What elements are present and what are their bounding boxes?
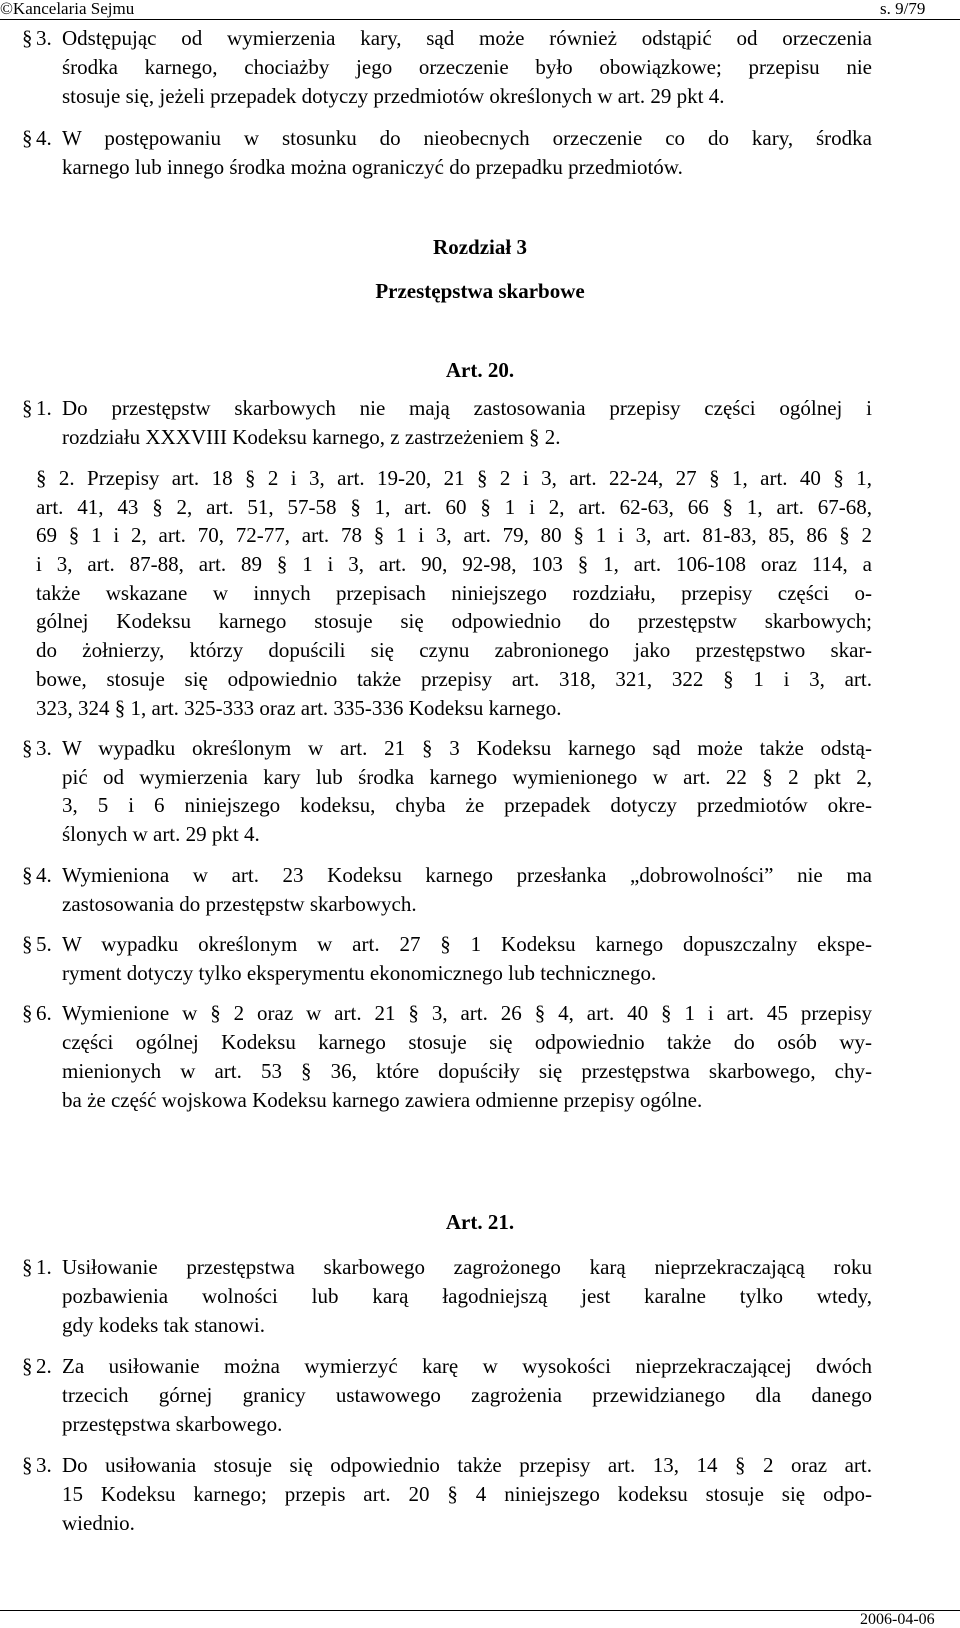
- text-line: § 2. Przepisy art. 18 § 2 i 3, art. 19-20, 21 § 2 i 3, art. 22-24, 27 § 1, art. 40 § 1,: [36, 466, 872, 490]
- text-line: Do usiłowania stosuje się odpowiednio także przepisy art. 13, 14 § 2 oraz art.: [62, 1453, 872, 1477]
- section-symbol: §: [22, 126, 33, 150]
- paragraph-number: 3.: [36, 736, 52, 760]
- paragraph-number: 6.: [36, 1001, 52, 1025]
- text-line: art. 41, 43 § 2, art. 51, 57-58 § 1, art. 60 § 1 i 2, art. 62-63, 66 § 1, art. 67-68,: [36, 495, 872, 519]
- text-line: W postępowaniu w stosunku do nieobecnych orzeczenie co do kary, środka: [62, 126, 872, 150]
- text-line: W wypadku określonym w art. 21 § 3 Kodeksu karnego sąd może także odstą-: [62, 736, 872, 760]
- text-line: i 3, art. 87-88, art. 89 § 1 i 3, art. 90, 92-98, 103 § 1, art. 106-108 oraz 114, a: [36, 552, 872, 576]
- article-21-heading: Art. 21.: [445, 1210, 515, 1234]
- section-symbol: §: [22, 932, 33, 956]
- text-line: Za usiłowanie można wymierzyć karę w wysokości nieprzekraczającej dwóch: [62, 1354, 872, 1378]
- chapter-title: Przestępstwa skarbowe: [375, 279, 585, 303]
- header-page-number: s. 9/79: [880, 0, 926, 18]
- text-line: pić od wymierzenia kary lub środka karnego wymienionego w art. 22 § 2 pkt 2,: [62, 765, 872, 789]
- text-line: gdy kodeks tak stanowi.: [62, 1313, 265, 1337]
- article-20-heading: Art. 20.: [445, 358, 515, 382]
- text-line: środka karnego, chociażby jego orzeczenie było obowiązkowe; przepisu nie: [62, 55, 872, 79]
- text-line: Odstępując od wymierzenia kary, sąd może również odstąpić od orzeczenia: [62, 26, 872, 50]
- section-symbol: §: [22, 396, 33, 420]
- section-symbol: §: [22, 736, 33, 760]
- text-line: 323, 324 § 1, art. 325-333 oraz art. 335-336 Kodeksu karnego.: [36, 696, 562, 720]
- text-line: bowe, stosuje się odpowiednio także przepisy art. 318, 321, 322 § 1 i 3, art.: [36, 667, 872, 691]
- section-symbol: §: [22, 26, 33, 50]
- section-symbol: §: [22, 1255, 33, 1279]
- text-line: gólnej Kodeksu karnego stosuje się odpowiednio do przestępstw skarbowych;: [36, 609, 872, 633]
- footer-date: 2006-04-06: [860, 1611, 935, 1628]
- text-line: do żołnierzy, którzy dopuścili się czynu zabronionego jako przestępstwo skar-: [36, 638, 872, 662]
- text-line: pozbawienia wolności lub karą łagodniejszą jest karalne tylko wtedy,: [62, 1284, 872, 1308]
- text-line: mienionych w art. 53 § 36, które dopuściły się przestępstwa skarbowego, chy-: [62, 1059, 872, 1083]
- text-line: ryment dotyczy tylko eksperymentu ekonomicznego lub technicznego.: [62, 961, 657, 985]
- text-line: karnego lub innego środka można ograniczyć do przepadku przedmiotów.: [62, 155, 683, 179]
- paragraph-number: 2.: [36, 1354, 52, 1378]
- text-line: Wymieniona w art. 23 Kodeksu karnego przesłanka „dobrowolności” nie ma: [62, 863, 872, 887]
- section-symbol: §: [22, 1354, 33, 1378]
- section-symbol: §: [22, 863, 33, 887]
- header-rule: [0, 19, 960, 20]
- footer-rule: [0, 1610, 960, 1611]
- text-line: wiednio.: [62, 1511, 135, 1535]
- text-line: części ogólnej Kodeksu karnego stosuje się odpowiednio także do osób wy-: [62, 1030, 872, 1054]
- paragraph-number: 4.: [36, 863, 52, 887]
- text-line: przestępstwa skarbowego.: [62, 1412, 283, 1436]
- text-line: 69 § 1 i 2, art. 70, 72-77, art. 78 § 1 i 3, art. 79, 80 § 1 i 3, art. 81-83, 85, 86 § 2: [36, 523, 872, 547]
- text-line: także wskazane w innych przepisach niniejszego rozdziału, przepisy części o-: [36, 581, 872, 605]
- text-line: 3, 5 i 6 niniejszego kodeksu, chyba że przepadek dotyczy przedmiotów okre-: [62, 793, 872, 817]
- section-symbol: §: [22, 1453, 33, 1477]
- header-source: ©Kancelaria Sejmu: [0, 0, 135, 18]
- paragraph-number: 3.: [36, 1453, 52, 1477]
- paragraph-number: 3.: [36, 26, 52, 50]
- paragraph-number: 4.: [36, 126, 52, 150]
- paragraph-number: 1.: [36, 396, 52, 420]
- text-line: ślonych w art. 29 pkt 4.: [62, 822, 260, 846]
- text-line: Wymienione w § 2 oraz w art. 21 § 3, art. 26 § 4, art. 40 § 1 i art. 45 przepisy: [62, 1001, 872, 1025]
- chapter-number: Rozdział 3: [433, 235, 527, 259]
- text-line: rozdziału XXXVIII Kodeksu karnego, z zastrzeżeniem § 2.: [62, 425, 561, 449]
- section-symbol: §: [22, 1001, 33, 1025]
- text-line: Do przestępstw skarbowych nie mają zastosowania przepisy części ogólnej i: [62, 396, 872, 420]
- text-line: stosuje się, jeżeli przepadek dotyczy przedmiotów określonych w art. 29 pkt 4.: [62, 84, 725, 108]
- text-line: Usiłowanie przestępstwa skarbowego zagrożonego karą nieprzekraczającą roku: [62, 1255, 872, 1279]
- text-line: W wypadku określonym w art. 27 § 1 Kodeksu karnego dopuszczalny ekspe-: [62, 932, 872, 956]
- paragraph-number: 5.: [36, 932, 52, 956]
- text-line: 15 Kodeksu karnego; przepis art. 20 § 4 niniejszego kodeksu stosuje się odpo-: [62, 1482, 872, 1506]
- paragraph-number: 1.: [36, 1255, 52, 1279]
- text-line: trzecich górnej granicy ustawowego zagrożenia przewidzianego dla danego: [62, 1383, 872, 1407]
- text-line: zastosowania do przestępstw skarbowych.: [62, 892, 417, 916]
- text-line: ba że część wojskowa Kodeksu karnego zawiera odmienne przepisy ogólne.: [62, 1088, 703, 1112]
